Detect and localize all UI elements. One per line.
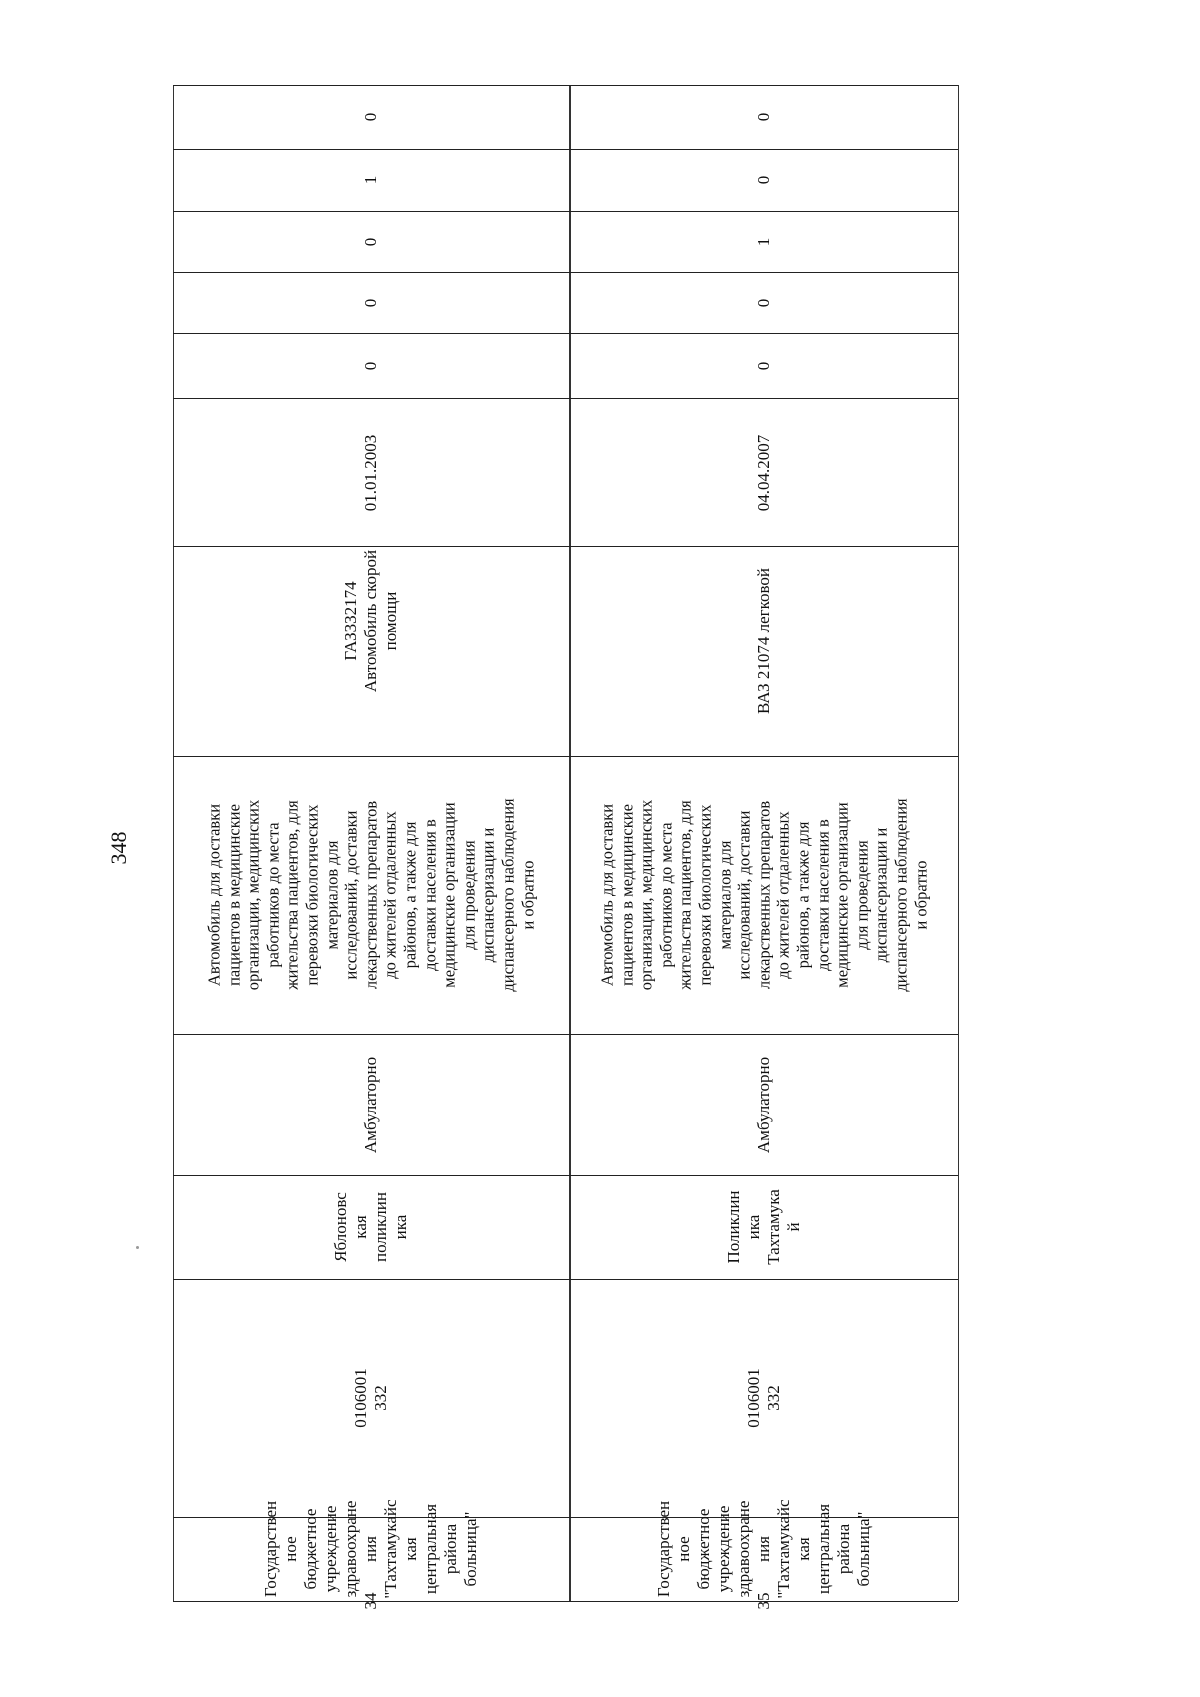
table-border-right [958,85,959,1601]
cell-text: Амбулаторно [361,1056,380,1153]
cell-text: 0 [361,112,380,122]
cell-text: Государствен ное бюджетное учреждение здравоохране ния "Тахтамукайс кая центральная района больница" [653,1499,873,1599]
cell-purpose [173,756,569,1034]
cell-v1 [173,333,569,398]
cell-code [569,1279,958,1517]
cell-v2 [569,272,958,333]
page-number: 348 [106,831,131,865]
cell-v4 [569,149,958,211]
cell-v3 [569,211,958,272]
cell-text: 1 [753,237,773,246]
cell-v1 [569,333,958,398]
cell-v5 [173,85,569,149]
cell-subdivision [569,1175,958,1279]
cell-purpose [569,756,958,1034]
cell-text: 0 [753,361,773,370]
cell-text: 0106001 332 [351,1368,390,1428]
cell-text: 0 [361,298,380,307]
cell-text: 0 [753,298,773,307]
cell-care-type [173,1034,569,1175]
cell-v2 [173,272,569,333]
cell-code [173,1279,569,1517]
cell-text: 04.04.2007 [753,434,773,512]
cell-text: 0 [753,112,773,122]
cell-text: Автомобиль для доставки пациентов в медицинские организации, медицинских работников до места жительства пациентов, для перевозки биологических материалов для исследований, доставки лекарственных препаратов до жителей отдаленных районов, а также для доставки населения в медицинские организации для проведения диспансеризации и диспансерного наблюдения и обратно [204,798,537,992]
cell-text: 0 [361,237,380,246]
cell-v5 [569,85,958,149]
scan-speck [136,1246,139,1249]
cell-text: Поликлин ика Тахтамука й [723,1189,803,1265]
column-divider [173,1601,958,1602]
cell-text: 01.01.2003 [361,434,380,512]
cell-text: Амбулаторно [753,1056,773,1153]
cell-care-type [569,1034,958,1175]
cell-vehicle [173,546,569,756]
cell-text: Автомобиль для доставки пациентов в медицинские организации, медицинских работников до места жительства пациентов, для перевозки биологических материалов для исследований, доставки лекарственных препаратов до жителей отдаленных районов, а также для доставки населения в медицинские организации для проведения диспансеризации и диспансерного наблюдения и обратно [596,798,930,992]
cell-vehicle [569,546,958,756]
cell-text: 0 [361,361,380,370]
cell-v3 [173,211,569,272]
cell-subdivision [173,1175,569,1279]
cell-date [569,398,958,546]
cell-text: 0106001 332 [743,1368,783,1428]
cell-text: ГАЗ332174 Автомобиль скорой помощи [341,549,400,693]
cell-text: 0 [753,175,773,185]
cell-organization [569,1499,958,1601]
cell-text: 35 [753,1592,773,1610]
cell-text: 34 [361,1592,380,1610]
cell-text: ВАЗ 21074 легковой [753,567,773,715]
cell-text: 1 [361,175,380,185]
cell-text: Государствен ное бюджетное учреждение здравоохране ния "Тахтамукайс кая центральная района больница" [261,1499,480,1599]
cell-organization [173,1499,569,1601]
cell-v4 [173,149,569,211]
cell-date [173,398,569,546]
cell-text: Яблоновс кая поликлин ика [331,1192,410,1262]
